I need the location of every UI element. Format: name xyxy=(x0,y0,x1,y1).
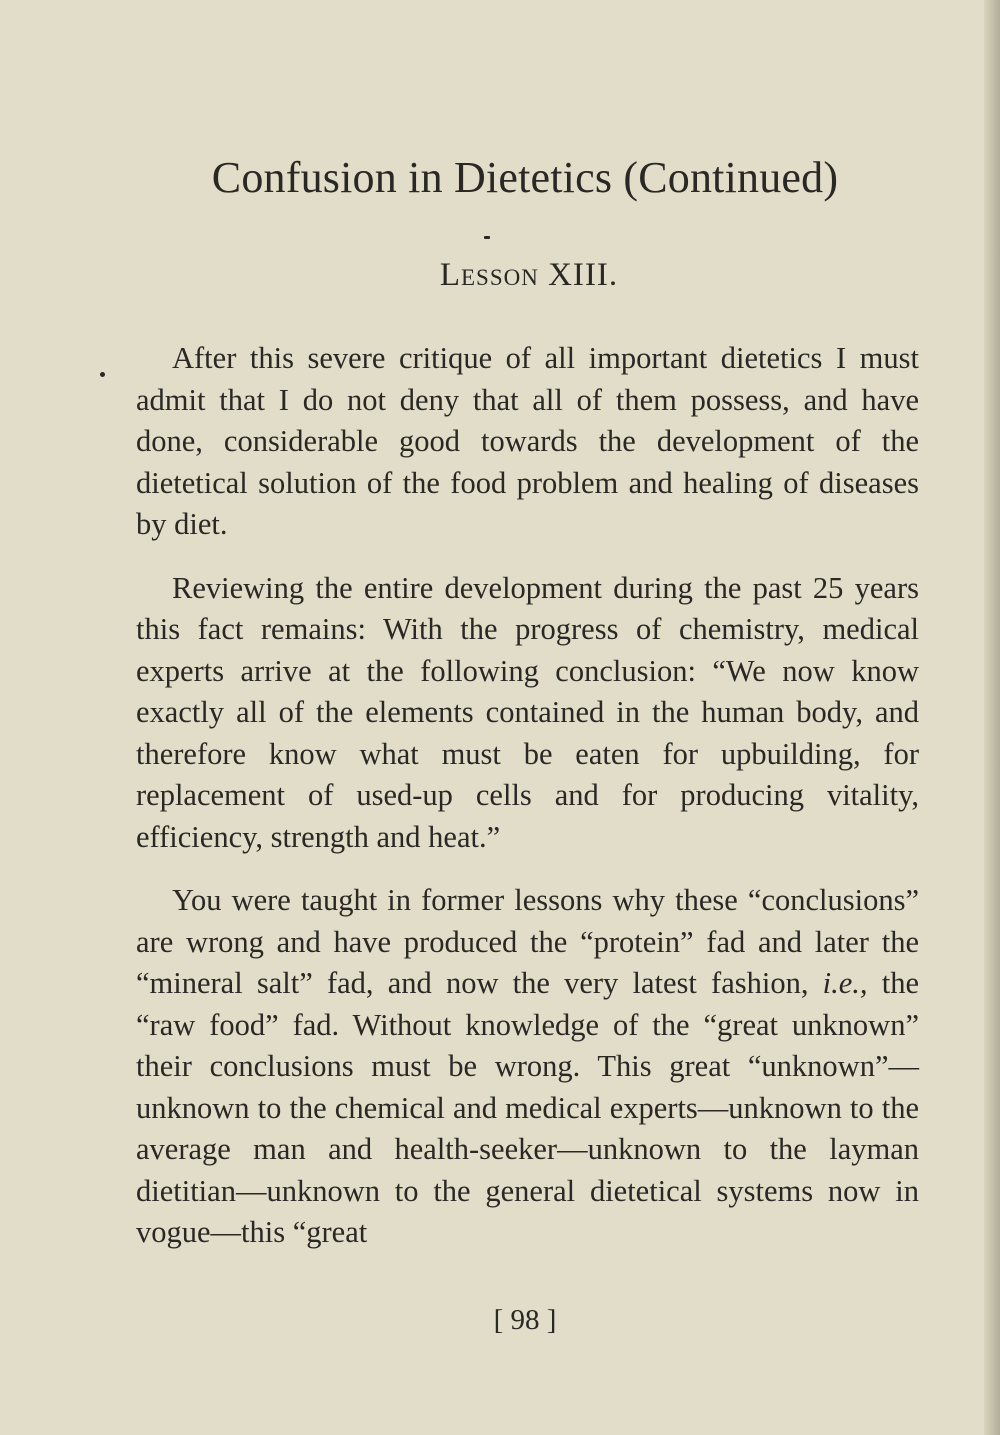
paragraph-3-text-a: You were taught in former lessons why these “conclusions” are wrong and have produced the “protein” fad and later the “mineral salt” fad, and now the very latest fashion, xyxy=(136,883,919,1000)
paragraph-2: Reviewing the entire development during the past 25 years this fact remains: With the progress of chemistry, medical experts arrive at the following conclusion: “We now know exactly all of the elements contained in the human body, and therefore know what must be eaten for upbuilding, for replacement of used-up cells and for producing vitality, efficiency, strength and heat.” xyxy=(136,570,919,854)
ornament-mark xyxy=(484,236,490,239)
page-number: [ 98 ] xyxy=(493,1304,557,1336)
chapter-title: Confusion in Dietetics (Continued) xyxy=(211,153,839,202)
paragraph-3-italic: i.e., xyxy=(822,966,868,1000)
page-edge-shadow xyxy=(984,0,1000,1435)
lesson-heading: Lesson XIII. xyxy=(439,257,619,293)
paragraph-3-text-b: the “raw food” fad. Without knowledge of the “great unknown” their conclusions must be wrong. This great “unknown”—unknown to the chemical and medical experts—unknown to the average man and health-seeker—unknown to the layman dietitian—unknown to the general dietetical systems now in vogue—this “great xyxy=(136,966,919,1249)
paragraph-3 xyxy=(136,880,919,1254)
paragraph-1: After this severe critique of all important dietetics I must admit that I do not deny that all of them possess, and have done, considerable good towards the development of the dietetical solution of the food problem and healing of diseases by diet. xyxy=(136,341,919,541)
body-text xyxy=(136,338,919,1276)
margin-dot xyxy=(100,372,105,377)
